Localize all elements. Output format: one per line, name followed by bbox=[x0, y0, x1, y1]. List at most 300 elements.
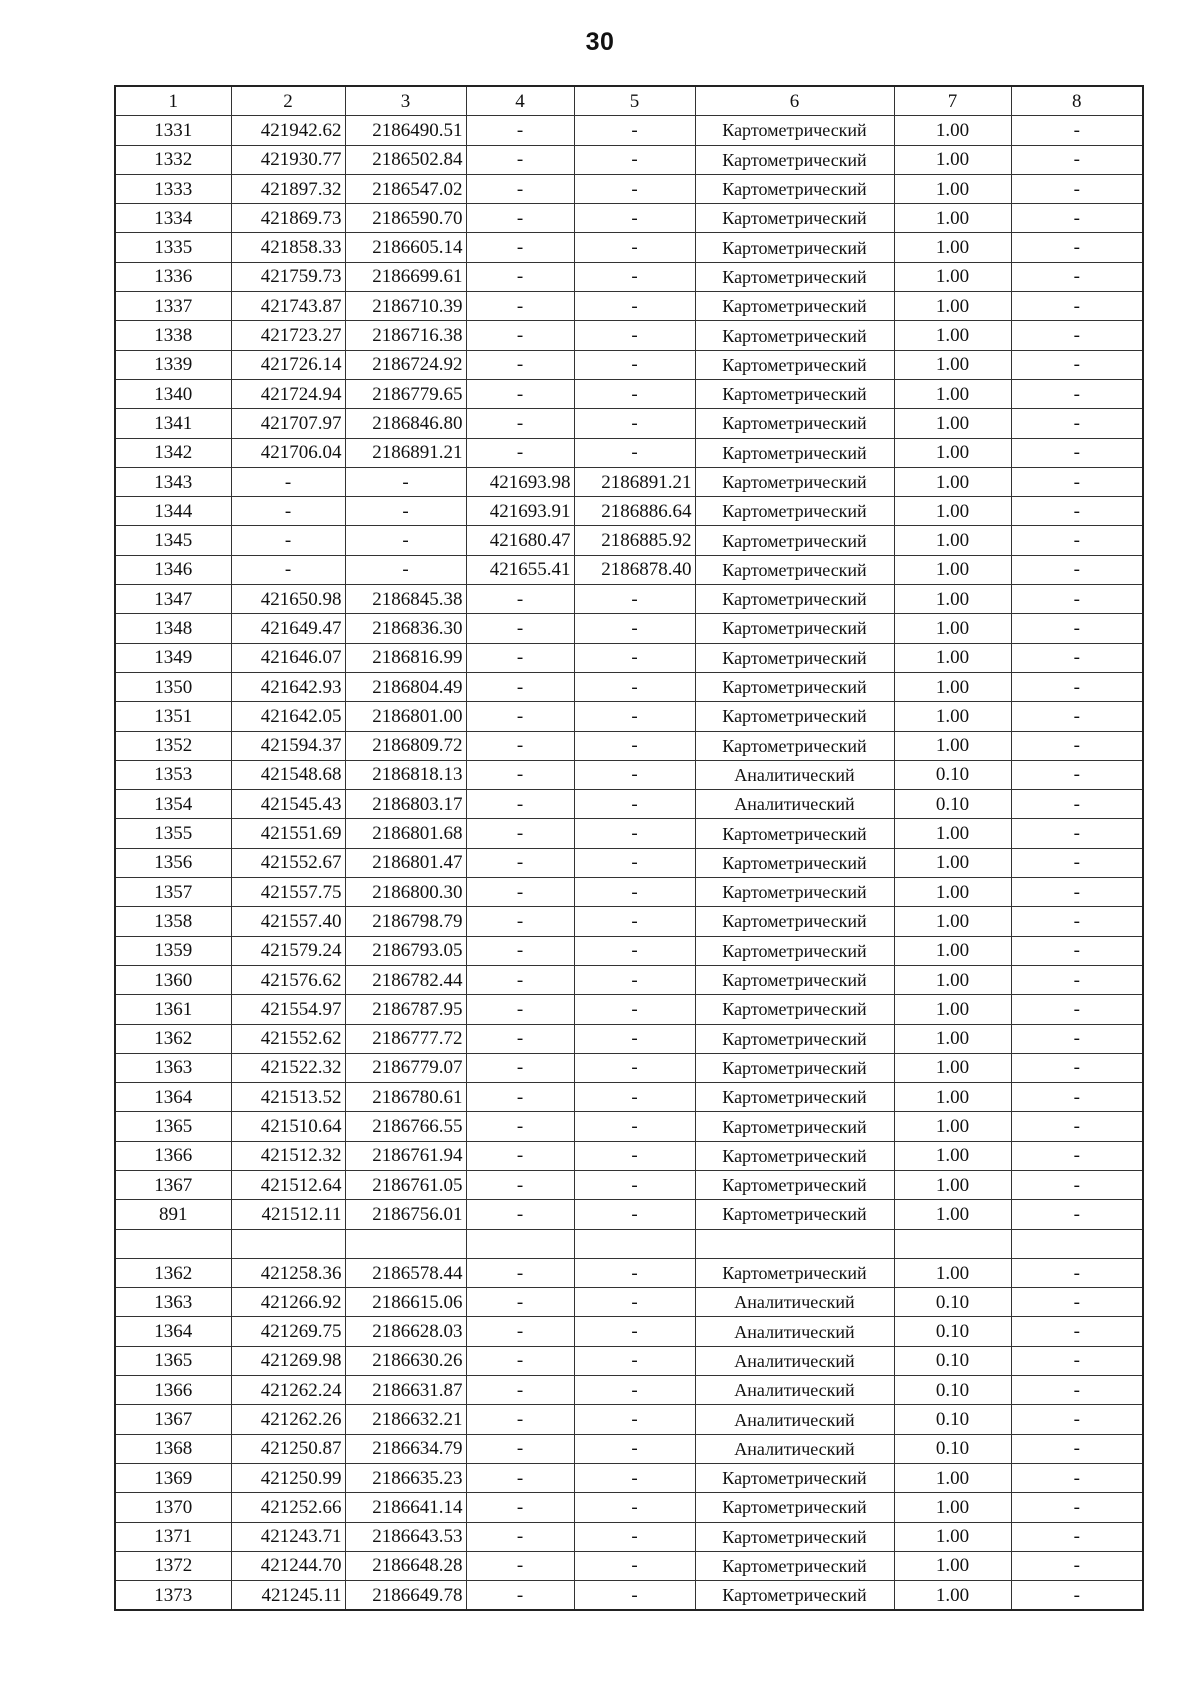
new-y-coordinate-cell: - bbox=[574, 1522, 695, 1551]
new-y-coordinate-cell: - bbox=[574, 731, 695, 760]
table-row bbox=[115, 1288, 1143, 1317]
new-y-coordinate-cell: - bbox=[574, 321, 695, 350]
table-row bbox=[115, 702, 1143, 731]
new-y-coordinate-cell: - bbox=[574, 438, 695, 467]
point-number-cell: 1346 bbox=[115, 555, 231, 584]
y-coordinate-cell: 2186816.99 bbox=[345, 643, 466, 672]
new-y-coordinate-cell: - bbox=[574, 848, 695, 877]
y-coordinate-cell: 2186648.28 bbox=[345, 1551, 466, 1580]
new-x-coordinate-cell: - bbox=[466, 292, 574, 321]
description-cell: - bbox=[1011, 1434, 1143, 1463]
y-coordinate-cell: 2186761.94 bbox=[345, 1141, 466, 1170]
accuracy-cell bbox=[894, 1229, 1011, 1258]
accuracy-cell: 1.00 bbox=[894, 526, 1011, 555]
description-cell: - bbox=[1011, 878, 1143, 907]
x-coordinate-cell: 421245.11 bbox=[231, 1581, 345, 1611]
x-coordinate-cell: 421269.98 bbox=[231, 1346, 345, 1375]
y-coordinate-cell: - bbox=[345, 526, 466, 555]
method-cell: Картометрический bbox=[695, 819, 894, 848]
new-y-coordinate-cell: - bbox=[574, 819, 695, 848]
accuracy-cell: 0.10 bbox=[894, 1346, 1011, 1375]
table-row bbox=[115, 1200, 1143, 1229]
y-coordinate-cell: 2186649.78 bbox=[345, 1581, 466, 1611]
method-cell: Картометрический bbox=[695, 350, 894, 379]
accuracy-cell: 1.00 bbox=[894, 409, 1011, 438]
x-coordinate-cell: 421512.11 bbox=[231, 1200, 345, 1229]
point-number-cell: 1353 bbox=[115, 760, 231, 789]
method-cell: Картометрический bbox=[695, 672, 894, 701]
new-y-coordinate-cell: - bbox=[574, 1405, 695, 1434]
new-y-coordinate-cell: - bbox=[574, 1434, 695, 1463]
column-header: 6 bbox=[695, 86, 894, 116]
table-row bbox=[115, 907, 1143, 936]
accuracy-cell: 1.00 bbox=[894, 174, 1011, 203]
table-row bbox=[115, 1083, 1143, 1112]
x-coordinate-cell: 421579.24 bbox=[231, 936, 345, 965]
new-y-coordinate-cell: - bbox=[574, 995, 695, 1024]
method-cell: Картометрический bbox=[695, 526, 894, 555]
table-row bbox=[115, 1522, 1143, 1551]
y-coordinate-cell: 2186761.05 bbox=[345, 1170, 466, 1199]
new-y-coordinate-cell: - bbox=[574, 350, 695, 379]
y-coordinate-cell: 2186846.80 bbox=[345, 409, 466, 438]
table-row bbox=[115, 790, 1143, 819]
new-y-coordinate-cell: - bbox=[574, 585, 695, 614]
description-cell: - bbox=[1011, 1522, 1143, 1551]
new-y-coordinate-cell: - bbox=[574, 1493, 695, 1522]
description-cell: - bbox=[1011, 409, 1143, 438]
table-row bbox=[115, 321, 1143, 350]
method-cell: Картометрический bbox=[695, 174, 894, 203]
accuracy-cell: 1.00 bbox=[894, 1493, 1011, 1522]
point-number-cell: 1362 bbox=[115, 1258, 231, 1287]
point-number-cell: 891 bbox=[115, 1200, 231, 1229]
x-coordinate-cell: 421743.87 bbox=[231, 292, 345, 321]
accuracy-cell: 0.10 bbox=[894, 1405, 1011, 1434]
new-y-coordinate-cell: - bbox=[574, 292, 695, 321]
x-coordinate-cell: 421269.75 bbox=[231, 1317, 345, 1346]
point-number-cell: 1366 bbox=[115, 1141, 231, 1170]
accuracy-cell: 1.00 bbox=[894, 1200, 1011, 1229]
new-y-coordinate-cell: - bbox=[574, 145, 695, 174]
method-cell: Картометрический bbox=[695, 379, 894, 408]
new-x-coordinate-cell: - bbox=[466, 321, 574, 350]
point-number-cell: 1363 bbox=[115, 1288, 231, 1317]
new-x-coordinate-cell: - bbox=[466, 907, 574, 936]
point-number-cell: 1351 bbox=[115, 702, 231, 731]
x-coordinate-cell bbox=[231, 1229, 345, 1258]
x-coordinate-cell: 421250.87 bbox=[231, 1434, 345, 1463]
description-cell: - bbox=[1011, 233, 1143, 262]
method-cell: Картометрический bbox=[695, 731, 894, 760]
new-x-coordinate-cell: - bbox=[466, 965, 574, 994]
x-coordinate-cell: 421557.75 bbox=[231, 878, 345, 907]
column-header: 3 bbox=[345, 86, 466, 116]
new-y-coordinate-cell: - bbox=[574, 702, 695, 731]
column-header: 8 bbox=[1011, 86, 1143, 116]
method-cell: Аналитический bbox=[695, 1288, 894, 1317]
description-cell: - bbox=[1011, 1376, 1143, 1405]
x-coordinate-cell: 421552.62 bbox=[231, 1024, 345, 1053]
new-x-coordinate-cell: - bbox=[466, 702, 574, 731]
y-coordinate-cell: 2186699.61 bbox=[345, 262, 466, 291]
accuracy-cell: 1.00 bbox=[894, 878, 1011, 907]
description-cell: - bbox=[1011, 731, 1143, 760]
description-cell: - bbox=[1011, 174, 1143, 203]
new-x-coordinate-cell: - bbox=[466, 145, 574, 174]
new-x-coordinate-cell: - bbox=[466, 262, 574, 291]
table-row bbox=[115, 1053, 1143, 1082]
point-number-cell: 1336 bbox=[115, 262, 231, 291]
new-y-coordinate-cell: - bbox=[574, 643, 695, 672]
x-coordinate-cell: 421707.97 bbox=[231, 409, 345, 438]
y-coordinate-cell: 2186779.65 bbox=[345, 379, 466, 408]
new-y-coordinate-cell: 2186878.40 bbox=[574, 555, 695, 584]
table-row bbox=[115, 497, 1143, 526]
point-number-cell: 1367 bbox=[115, 1405, 231, 1434]
x-coordinate-cell: 421510.64 bbox=[231, 1112, 345, 1141]
accuracy-cell: 1.00 bbox=[894, 497, 1011, 526]
point-number-cell: 1334 bbox=[115, 204, 231, 233]
accuracy-cell: 1.00 bbox=[894, 614, 1011, 643]
description-cell: - bbox=[1011, 145, 1143, 174]
method-cell: Картометрический bbox=[695, 848, 894, 877]
y-coordinate-cell: 2186798.79 bbox=[345, 907, 466, 936]
y-coordinate-cell: 2186724.92 bbox=[345, 350, 466, 379]
method-cell: Картометрический bbox=[695, 1053, 894, 1082]
accuracy-cell: 1.00 bbox=[894, 702, 1011, 731]
new-x-coordinate-cell: 421693.91 bbox=[466, 497, 574, 526]
description-cell bbox=[1011, 1229, 1143, 1258]
x-coordinate-cell: 421642.05 bbox=[231, 702, 345, 731]
y-coordinate-cell: 2186779.07 bbox=[345, 1053, 466, 1082]
description-cell: - bbox=[1011, 702, 1143, 731]
new-y-coordinate-cell: - bbox=[574, 672, 695, 701]
table-row bbox=[115, 116, 1143, 145]
description-cell: - bbox=[1011, 116, 1143, 145]
y-coordinate-cell: 2186777.72 bbox=[345, 1024, 466, 1053]
table-row bbox=[115, 760, 1143, 789]
description-cell: - bbox=[1011, 204, 1143, 233]
x-coordinate-cell: 421266.92 bbox=[231, 1288, 345, 1317]
new-x-coordinate-cell: - bbox=[466, 1288, 574, 1317]
table-row bbox=[115, 643, 1143, 672]
table-row bbox=[115, 1258, 1143, 1287]
method-cell: Картометрический bbox=[695, 614, 894, 643]
new-y-coordinate-cell: - bbox=[574, 1317, 695, 1346]
new-y-coordinate-cell: - bbox=[574, 1551, 695, 1580]
description-cell: - bbox=[1011, 1170, 1143, 1199]
accuracy-cell: 0.10 bbox=[894, 1434, 1011, 1463]
table-row bbox=[115, 233, 1143, 262]
accuracy-cell: 1.00 bbox=[894, 321, 1011, 350]
point-number-cell: 1371 bbox=[115, 1522, 231, 1551]
method-cell: Картометрический bbox=[695, 1112, 894, 1141]
new-y-coordinate-cell: - bbox=[574, 262, 695, 291]
table-row bbox=[115, 1376, 1143, 1405]
new-x-coordinate-cell: - bbox=[466, 409, 574, 438]
accuracy-cell: 1.00 bbox=[894, 819, 1011, 848]
method-cell bbox=[695, 1229, 894, 1258]
method-cell: Картометрический bbox=[695, 1141, 894, 1170]
accuracy-cell: 1.00 bbox=[894, 936, 1011, 965]
x-coordinate-cell: - bbox=[231, 497, 345, 526]
new-y-coordinate-cell: - bbox=[574, 1200, 695, 1229]
y-coordinate-cell: 2186716.38 bbox=[345, 321, 466, 350]
x-coordinate-cell: 421244.70 bbox=[231, 1551, 345, 1580]
table-row bbox=[115, 438, 1143, 467]
x-coordinate-cell: 421554.97 bbox=[231, 995, 345, 1024]
description-cell: - bbox=[1011, 1053, 1143, 1082]
description-cell: - bbox=[1011, 1346, 1143, 1375]
y-coordinate-cell: 2186628.03 bbox=[345, 1317, 466, 1346]
x-coordinate-cell: 421552.67 bbox=[231, 848, 345, 877]
description-cell: - bbox=[1011, 292, 1143, 321]
new-x-coordinate-cell: - bbox=[466, 174, 574, 203]
new-y-coordinate-cell: - bbox=[574, 1581, 695, 1611]
x-coordinate-cell: 421642.93 bbox=[231, 672, 345, 701]
description-cell: - bbox=[1011, 585, 1143, 614]
description-cell: - bbox=[1011, 1141, 1143, 1170]
new-x-coordinate-cell: - bbox=[466, 643, 574, 672]
accuracy-cell: 0.10 bbox=[894, 1376, 1011, 1405]
accuracy-cell: 1.00 bbox=[894, 848, 1011, 877]
y-coordinate-cell: 2186641.14 bbox=[345, 1493, 466, 1522]
accuracy-cell: 1.00 bbox=[894, 995, 1011, 1024]
new-x-coordinate-cell: - bbox=[466, 1258, 574, 1287]
method-cell: Аналитический bbox=[695, 1376, 894, 1405]
x-coordinate-cell: 421942.62 bbox=[231, 116, 345, 145]
y-coordinate-cell: 2186634.79 bbox=[345, 1434, 466, 1463]
method-cell: Картометрический bbox=[695, 585, 894, 614]
description-cell: - bbox=[1011, 1083, 1143, 1112]
description-cell: - bbox=[1011, 936, 1143, 965]
new-y-coordinate-cell: - bbox=[574, 1170, 695, 1199]
page-number: 30 bbox=[585, 28, 615, 56]
table-row bbox=[115, 672, 1143, 701]
y-coordinate-cell: 2186590.70 bbox=[345, 204, 466, 233]
method-cell: Аналитический bbox=[695, 790, 894, 819]
y-coordinate-cell: 2186631.87 bbox=[345, 1376, 466, 1405]
new-y-coordinate-cell: - bbox=[574, 614, 695, 643]
point-number-cell: 1367 bbox=[115, 1170, 231, 1199]
description-cell: - bbox=[1011, 760, 1143, 789]
y-coordinate-cell: 2186845.38 bbox=[345, 585, 466, 614]
y-coordinate-cell: 2186632.21 bbox=[345, 1405, 466, 1434]
accuracy-cell: 1.00 bbox=[894, 1551, 1011, 1580]
accuracy-cell: 1.00 bbox=[894, 1581, 1011, 1611]
x-coordinate-cell: 421576.62 bbox=[231, 965, 345, 994]
accuracy-cell: 1.00 bbox=[894, 262, 1011, 291]
new-x-coordinate-cell: - bbox=[466, 233, 574, 262]
accuracy-cell: 1.00 bbox=[894, 292, 1011, 321]
new-x-coordinate-cell: - bbox=[466, 819, 574, 848]
accuracy-cell: 0.10 bbox=[894, 790, 1011, 819]
point-number-cell: 1338 bbox=[115, 321, 231, 350]
new-x-coordinate-cell: - bbox=[466, 1141, 574, 1170]
new-y-coordinate-cell: - bbox=[574, 1053, 695, 1082]
new-y-coordinate-cell: - bbox=[574, 174, 695, 203]
new-x-coordinate-cell: - bbox=[466, 438, 574, 467]
new-y-coordinate-cell: 2186886.64 bbox=[574, 497, 695, 526]
x-coordinate-cell: 421724.94 bbox=[231, 379, 345, 408]
x-coordinate-cell: 421551.69 bbox=[231, 819, 345, 848]
x-coordinate-cell: - bbox=[231, 467, 345, 496]
y-coordinate-cell: 2186801.00 bbox=[345, 702, 466, 731]
y-coordinate-cell: 2186502.84 bbox=[345, 145, 466, 174]
method-cell: Картометрический bbox=[695, 292, 894, 321]
description-cell: - bbox=[1011, 321, 1143, 350]
x-coordinate-cell: 421262.26 bbox=[231, 1405, 345, 1434]
new-y-coordinate-cell: - bbox=[574, 936, 695, 965]
x-coordinate-cell: - bbox=[231, 555, 345, 584]
y-coordinate-cell: 2186547.02 bbox=[345, 174, 466, 203]
description-cell: - bbox=[1011, 614, 1143, 643]
new-x-coordinate-cell: 421680.47 bbox=[466, 526, 574, 555]
method-cell: Картометрический bbox=[695, 1522, 894, 1551]
x-coordinate-cell: 421649.47 bbox=[231, 614, 345, 643]
accuracy-cell: 1.00 bbox=[894, 1170, 1011, 1199]
x-coordinate-cell: 421594.37 bbox=[231, 731, 345, 760]
accuracy-cell: 1.00 bbox=[894, 731, 1011, 760]
y-coordinate-cell: 2186643.53 bbox=[345, 1522, 466, 1551]
x-coordinate-cell: 421897.32 bbox=[231, 174, 345, 203]
method-cell: Картометрический bbox=[695, 1024, 894, 1053]
description-cell: - bbox=[1011, 262, 1143, 291]
point-number-cell: 1357 bbox=[115, 878, 231, 907]
new-x-coordinate-cell: - bbox=[466, 1376, 574, 1405]
x-coordinate-cell: 421243.71 bbox=[231, 1522, 345, 1551]
point-number-cell: 1366 bbox=[115, 1376, 231, 1405]
table-row bbox=[115, 467, 1143, 496]
description-cell: - bbox=[1011, 1317, 1143, 1346]
y-coordinate-cell: 2186800.30 bbox=[345, 878, 466, 907]
table-body bbox=[115, 116, 1143, 1611]
accuracy-cell: 1.00 bbox=[894, 116, 1011, 145]
x-coordinate-cell: 421723.27 bbox=[231, 321, 345, 350]
y-coordinate-cell: - bbox=[345, 555, 466, 584]
new-x-coordinate-cell: - bbox=[466, 350, 574, 379]
table-row bbox=[115, 526, 1143, 555]
description-cell: - bbox=[1011, 1200, 1143, 1229]
new-x-coordinate-cell: - bbox=[466, 1317, 574, 1346]
point-number-cell: 1339 bbox=[115, 350, 231, 379]
method-cell: Аналитический bbox=[695, 1317, 894, 1346]
point-number-cell: 1350 bbox=[115, 672, 231, 701]
description-cell: - bbox=[1011, 1463, 1143, 1492]
table-row bbox=[115, 995, 1143, 1024]
y-coordinate-cell: 2186756.01 bbox=[345, 1200, 466, 1229]
y-coordinate-cell: 2186710.39 bbox=[345, 292, 466, 321]
accuracy-cell: 0.10 bbox=[894, 760, 1011, 789]
y-coordinate-cell: 2186578.44 bbox=[345, 1258, 466, 1287]
accuracy-cell: 1.00 bbox=[894, 643, 1011, 672]
accuracy-cell: 1.00 bbox=[894, 1112, 1011, 1141]
table-row bbox=[115, 1493, 1143, 1522]
new-x-coordinate-cell: - bbox=[466, 1463, 574, 1492]
x-coordinate-cell: 421930.77 bbox=[231, 145, 345, 174]
y-coordinate-cell: 2186787.95 bbox=[345, 995, 466, 1024]
new-x-coordinate-cell: - bbox=[466, 1551, 574, 1580]
method-cell: Картометрический bbox=[695, 321, 894, 350]
y-coordinate-cell bbox=[345, 1229, 466, 1258]
new-x-coordinate-cell: - bbox=[466, 848, 574, 877]
new-x-coordinate-cell: 421693.98 bbox=[466, 467, 574, 496]
method-cell: Картометрический bbox=[695, 995, 894, 1024]
table-row bbox=[115, 379, 1143, 408]
method-cell: Картометрический bbox=[695, 262, 894, 291]
column-header: 5 bbox=[574, 86, 695, 116]
accuracy-cell: 1.00 bbox=[894, 1141, 1011, 1170]
new-x-coordinate-cell: - bbox=[466, 116, 574, 145]
y-coordinate-cell: 2186615.06 bbox=[345, 1288, 466, 1317]
accuracy-cell: 0.10 bbox=[894, 1317, 1011, 1346]
accuracy-cell: 1.00 bbox=[894, 438, 1011, 467]
description-cell: - bbox=[1011, 438, 1143, 467]
new-y-coordinate-cell: - bbox=[574, 878, 695, 907]
table-row bbox=[115, 1434, 1143, 1463]
accuracy-cell: 1.00 bbox=[894, 350, 1011, 379]
new-x-coordinate-cell: - bbox=[466, 1434, 574, 1463]
y-coordinate-cell: 2186766.55 bbox=[345, 1112, 466, 1141]
table-row bbox=[115, 1581, 1143, 1611]
new-y-coordinate-cell: - bbox=[574, 116, 695, 145]
accuracy-cell: 1.00 bbox=[894, 1463, 1011, 1492]
table-row bbox=[115, 1405, 1143, 1434]
point-number-cell: 1348 bbox=[115, 614, 231, 643]
new-y-coordinate-cell: - bbox=[574, 409, 695, 438]
description-cell: - bbox=[1011, 819, 1143, 848]
table-row bbox=[115, 1229, 1143, 1258]
new-y-coordinate-cell: - bbox=[574, 1288, 695, 1317]
coordinates-table bbox=[114, 85, 1144, 1611]
new-x-coordinate-cell: - bbox=[466, 936, 574, 965]
description-cell: - bbox=[1011, 672, 1143, 701]
method-cell: Картометрический bbox=[695, 467, 894, 496]
point-number-cell: 1349 bbox=[115, 643, 231, 672]
new-x-coordinate-cell: - bbox=[466, 1522, 574, 1551]
description-cell: - bbox=[1011, 848, 1143, 877]
accuracy-cell: 1.00 bbox=[894, 1053, 1011, 1082]
method-cell: Картометрический bbox=[695, 1493, 894, 1522]
column-header: 7 bbox=[894, 86, 1011, 116]
new-y-coordinate-cell: - bbox=[574, 1346, 695, 1375]
y-coordinate-cell: 2186782.44 bbox=[345, 965, 466, 994]
column-header: 2 bbox=[231, 86, 345, 116]
new-x-coordinate-cell: - bbox=[466, 614, 574, 643]
point-number-cell: 1345 bbox=[115, 526, 231, 555]
new-y-coordinate-cell: - bbox=[574, 204, 695, 233]
description-cell: - bbox=[1011, 526, 1143, 555]
method-cell: Картометрический bbox=[695, 204, 894, 233]
x-coordinate-cell: - bbox=[231, 526, 345, 555]
method-cell: Аналитический bbox=[695, 1434, 894, 1463]
method-cell: Картометрический bbox=[695, 643, 894, 672]
description-cell: - bbox=[1011, 643, 1143, 672]
method-cell: Картометрический bbox=[695, 116, 894, 145]
new-y-coordinate-cell: - bbox=[574, 233, 695, 262]
table-row bbox=[115, 965, 1143, 994]
table-row bbox=[115, 614, 1143, 643]
point-number-cell: 1332 bbox=[115, 145, 231, 174]
x-coordinate-cell: 421512.32 bbox=[231, 1141, 345, 1170]
x-coordinate-cell: 421548.68 bbox=[231, 760, 345, 789]
table-row bbox=[115, 174, 1143, 203]
new-y-coordinate-cell: - bbox=[574, 907, 695, 936]
table-row bbox=[115, 1551, 1143, 1580]
accuracy-cell: 0.10 bbox=[894, 1288, 1011, 1317]
point-number-cell: 1343 bbox=[115, 467, 231, 496]
